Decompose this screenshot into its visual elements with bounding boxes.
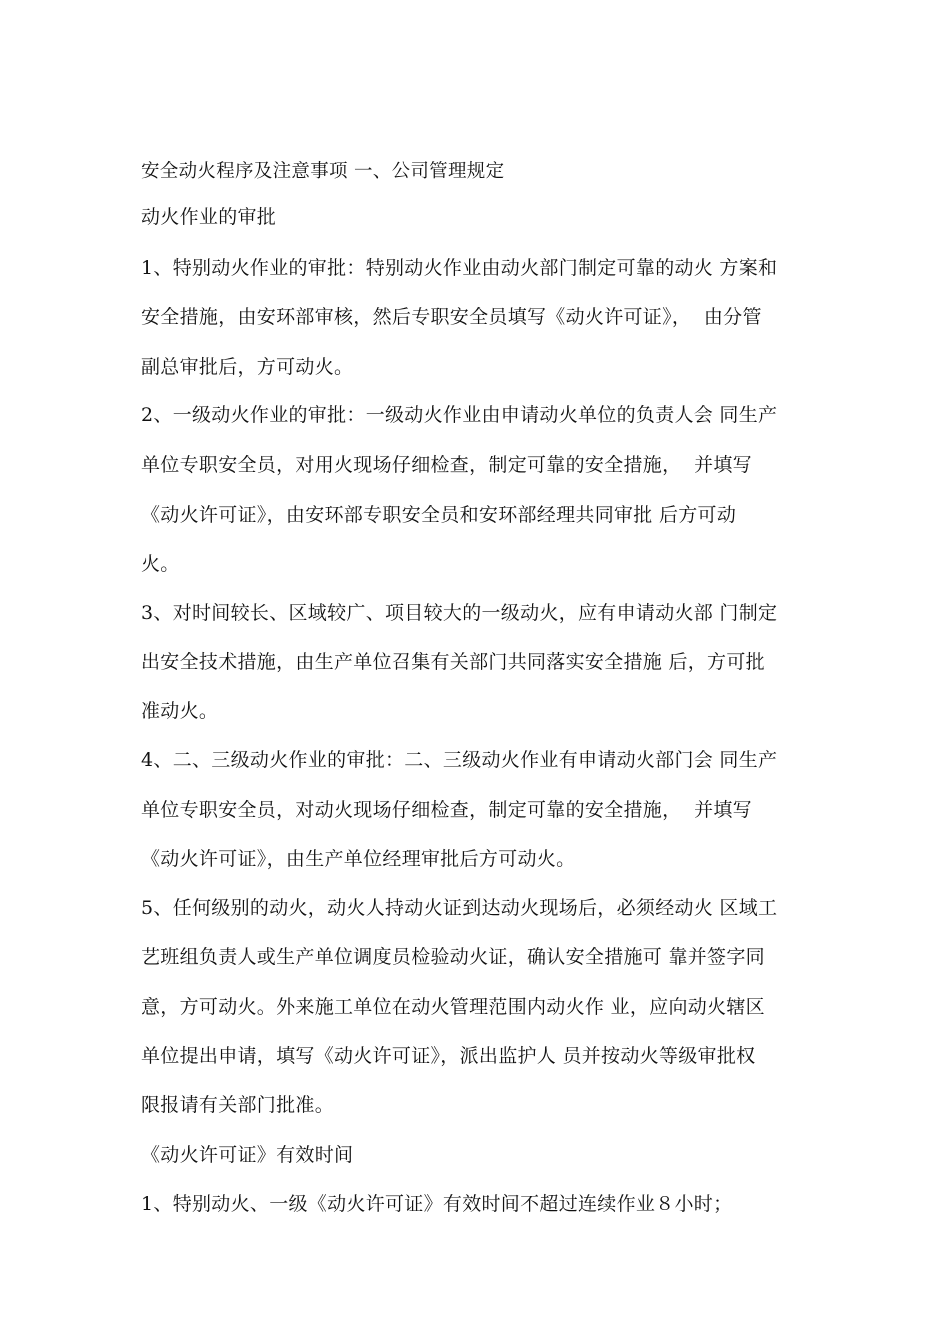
- paragraph-line: 副总审批后，方可动火。: [141, 356, 354, 378]
- paragraph-line: 艺班组负责人或生产单位调度员检验动火证，确认安全措施可 靠并签字同: [141, 946, 765, 968]
- paragraph-line: 《动火许可证》，由生产单位经理审批后方可动火。: [141, 848, 576, 870]
- paragraph-line: 5、任何级别的动火，动火人持动火证到达动火现场后，必须经动火 区域工: [141, 897, 778, 919]
- paragraph-line: 单位提出申请，填写《动火许可证》，派出监护人 员并按动火等级审批权: [141, 1045, 756, 1067]
- paragraph-line: 限报请有关部门批准。: [141, 1094, 335, 1116]
- paragraph-line: 出安全技术措施，由生产单位召集有关部门共同落实安全措施 后，方可批: [141, 651, 765, 673]
- paragraph-line: 1、特别动火、一级《动火许可证》有效时间不超过连续作业８小时；: [141, 1193, 733, 1215]
- section-heading-approval: 动火作业的审批: [141, 206, 277, 228]
- paragraph-line: 4、二、三级动火作业的审批：二、三级动火作业有申请动火部门会 同生产: [141, 749, 778, 771]
- paragraph-line: 《动火许可证》，由安环部专职安全员和安环部经理共同审批 后方可动: [141, 504, 737, 526]
- paragraph-line: 2、一级动火作业的审批：一级动火作业由申请动火单位的负责人会 同生产: [141, 404, 778, 426]
- paragraph-line: 准动火。: [141, 700, 219, 722]
- paragraph-line: 单位专职安全员，对动火现场仔细检查，制定可靠的安全措施， 并填写: [141, 799, 752, 821]
- section-heading-validity: 《动火许可证》有效时间: [141, 1144, 354, 1166]
- paragraph-line: 1、特别动火作业的审批：特别动火作业由动火部门制定可靠的动火 方案和: [141, 257, 778, 279]
- document-title: 安全动火程序及注意事项 一、公司管理规定: [141, 161, 505, 182]
- paragraph-line: 意，方可动火。外来施工单位在动火管理范围内动火作 业，应向动火辖区: [141, 996, 765, 1018]
- paragraph-line: 3、对时间较长、区域较广、项目较大的一级动火，应有申请动火部 门制定: [141, 602, 778, 624]
- paragraph-line: 安全措施，由安环部审核，然后专职安全员填写《动火许可证》， 由分管: [141, 306, 762, 328]
- paragraph-line: 火。: [141, 553, 180, 575]
- paragraph-line: 单位专职安全员，对用火现场仔细检查，制定可靠的安全措施， 并填写: [141, 454, 752, 476]
